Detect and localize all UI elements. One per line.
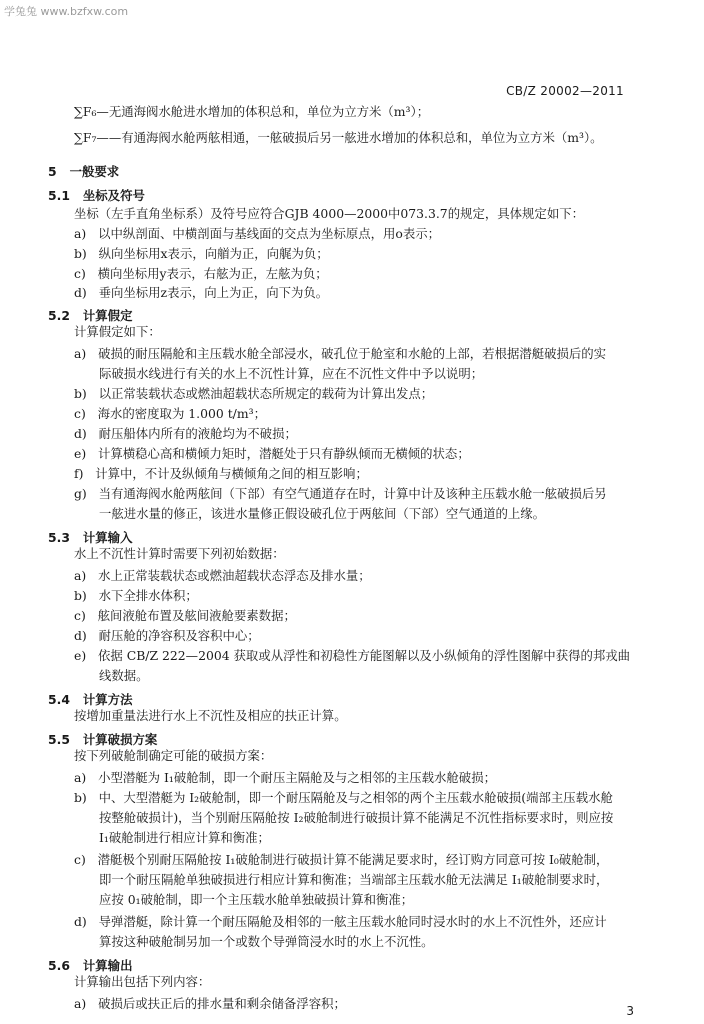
- list-item-continuation: 即一个耐压隔舱单独破损进行相应计算和衡准；当端部主压载水舱无法满足 I₁破舱制要求时，: [99, 872, 609, 887]
- section-5-6-heading: [48, 956, 132, 974]
- section-number: 5.5: [48, 732, 70, 747]
- section-title: 计算假定: [82, 308, 133, 323]
- list-item: [74, 852, 608, 868]
- section-number: 5: [48, 164, 57, 179]
- list-item: [74, 406, 266, 422]
- list-item-continuation: 按整舱破损计)，当个别耐压隔舱按 I₂破舱制进行破损计算不能满足不沉性指标要求时，则应按: [99, 810, 614, 825]
- section-5-5-heading: [48, 730, 157, 748]
- list-item: [74, 446, 470, 462]
- definition-text: —无通海阀水舱进水增加的体积总和，单位为立方米（m³）；: [96, 104, 430, 119]
- list-item: [74, 648, 630, 664]
- item-label: b): [74, 790, 87, 805]
- item-label: c): [74, 266, 86, 281]
- item-label: b): [74, 588, 87, 603]
- section-5-4-heading: [48, 690, 132, 708]
- item-label: a): [74, 346, 87, 361]
- section-title: 坐标及符号: [82, 188, 145, 203]
- list-item: [74, 588, 198, 604]
- definition-symbol: ∑F₆: [74, 104, 97, 119]
- item-text: 依据 CB/Z 222—2004 获取或从浮性和初稳性方能图解以及小纵倾角的浮性图解中获得的邦戎曲: [98, 648, 631, 663]
- list-item-continuation: 线数据。: [99, 668, 149, 683]
- item-text: 横向坐标用y表示，右舷为正，左舷为负；: [97, 266, 328, 281]
- section-number: 5.4: [48, 692, 70, 707]
- item-label: d): [74, 285, 87, 300]
- paragraph: 计算假定如下：: [74, 324, 161, 339]
- item-text: 垂向坐标用z表示，向上为正，向下为负。: [98, 285, 329, 300]
- item-text: 水下全排水体积；: [98, 588, 198, 603]
- list-item: [74, 285, 328, 301]
- list-item-continuation: 一舷进水量的修正，该进水量修正假设破孔位于两舷间（下部）空气通道的上缘。: [99, 506, 546, 521]
- paragraph: 坐标（左手直角坐标系）及符号应符合GJB 4000—2000中073.3.7的规定，具体规定如下：: [74, 206, 584, 221]
- paragraph: 按增加重量法进行水上不沉性及相应的扶正计算。: [74, 708, 347, 723]
- list-item: [74, 568, 371, 584]
- list-item: [74, 628, 260, 644]
- definition-f7: [74, 130, 603, 146]
- section-title: 一般要求: [69, 164, 120, 179]
- section-title: 计算方法: [82, 692, 133, 707]
- document-number: CB/Z 20002—2011: [506, 84, 624, 98]
- section-5-3-heading: [48, 528, 132, 546]
- item-text: 破损的耐压隔舱和主压载水舱全部浸水，破孔位于舱室和水舱的上部，若根据潜艇破损后的实: [98, 346, 607, 361]
- section-5-heading: [48, 162, 119, 180]
- item-text: 纵向坐标用x表示，向艏为正，向艉为负；: [98, 246, 329, 261]
- list-item: [74, 466, 368, 482]
- item-label: b): [74, 246, 87, 261]
- section-number: 5.1: [48, 188, 70, 203]
- section-5-1-heading: [48, 186, 145, 204]
- item-text: 以正常装载状态或燃油超载状态所规定的载荷为计算出发点；: [98, 386, 434, 401]
- item-text: 小型潜艇为 I₁破舱制，即一个耐压主隔舱及与之相邻的主压载水舱破损；: [98, 770, 496, 785]
- item-text: 导弹潜艇，除计算一个耐压隔舱及相邻的一舷主压载水舱同时浸水时的水上不沉性外，还应计: [98, 914, 607, 929]
- list-item: [74, 386, 433, 402]
- item-text: 舷间液舱布置及舷间液舱要素数据；: [97, 608, 296, 623]
- section-number: 5.6: [48, 958, 70, 973]
- page-number: 3: [626, 1004, 634, 1018]
- paragraph: 水上不沉性计算时需要下列初始数据：: [74, 546, 285, 561]
- list-item: [74, 346, 606, 362]
- section-title: 计算破损方案: [82, 732, 158, 747]
- definition-f6: [74, 104, 429, 120]
- list-item: [74, 608, 296, 624]
- item-label: a): [74, 770, 87, 785]
- definition-text: ——有通海阀水舱两舷相通，一舷破损后另一舷进水增加的体积总和，单位为立方米（m³）。: [96, 130, 603, 145]
- list-item-continuation: I₁破舱制进行相应计算和衡准；: [99, 830, 270, 845]
- section-title: 计算输出: [82, 958, 133, 973]
- item-label: g): [74, 486, 87, 501]
- item-text: 潜艇极个别耐压隔舱按 I₁破舱制进行破损计算不能满足要求时，经订购方同意可按 I₀破舱制，: [97, 852, 609, 867]
- item-text: 耐压船体内所有的液舱均为不破损；: [98, 426, 297, 441]
- section-5-2-heading: [48, 306, 132, 324]
- item-text: 计算中，不计及纵倾角与横倾角之间的相互影响；: [95, 466, 368, 481]
- item-text: 海水的密度取为 1.000 t/m³；: [97, 406, 266, 421]
- definition-symbol: ∑F₇: [74, 130, 97, 145]
- watermark: 学兔兔 www.bzfxw.com: [4, 5, 129, 18]
- list-item: [74, 246, 329, 262]
- item-label: d): [74, 426, 87, 441]
- item-label: a): [74, 568, 87, 583]
- section-number: 5.2: [48, 308, 70, 323]
- list-item-continuation: 算按这种破舱制另加一个或数个导弹筒浸水时的水上不沉性。: [99, 934, 434, 949]
- item-label: e): [74, 648, 87, 663]
- item-label: f): [74, 466, 84, 481]
- item-text: 当有通海阀水舱两舷间（下部）有空气通道存在时，计算中计及该种主压载水舱一舷破损后另: [98, 486, 607, 501]
- item-text: 中、大型潜艇为 I₂破舱制，即一个耐压隔舱及与之相邻的两个主压载水舱破损(端部主压载水舱: [98, 790, 613, 805]
- list-item: [74, 426, 297, 442]
- item-label: b): [74, 386, 87, 401]
- list-item: [74, 914, 607, 930]
- item-text: 破损后或扶正后的排水量和剩余储备浮容积；: [98, 996, 346, 1011]
- list-item-continuation: 应按 0₁破舱制，即一个主压载水舱单独破损计算和衡准；: [99, 892, 414, 907]
- item-label: a): [74, 226, 87, 241]
- item-text: 水上正常装载状态或燃油超载状态浮态及排水量；: [98, 568, 371, 583]
- list-item: [74, 486, 607, 502]
- item-label: c): [74, 406, 86, 421]
- paragraph: 计算输出包括下列内容：: [74, 974, 211, 989]
- item-label: c): [74, 852, 86, 867]
- item-label: e): [74, 446, 87, 461]
- item-label: c): [74, 608, 86, 623]
- item-text: 耐压舱的净容积及容积中心；: [98, 628, 260, 643]
- list-item: [74, 790, 613, 806]
- item-label: d): [74, 914, 87, 929]
- list-item: [74, 770, 496, 786]
- section-number: 5.3: [48, 530, 70, 545]
- item-label: d): [74, 628, 87, 643]
- list-item: [74, 266, 328, 282]
- paragraph: 按下列破舱制确定可能的破损方案：: [74, 748, 273, 763]
- section-title: 计算输入: [82, 530, 133, 545]
- item-text: 计算横稳心高和横倾力矩时，潜艇处于只有静纵倾而无横倾的状态；: [98, 446, 470, 461]
- list-item: [74, 996, 346, 1012]
- list-item: [74, 226, 440, 242]
- list-item-continuation: 际破损水线进行有关的水上不沉性计算，应在不沉性文件中予以说明；: [99, 366, 484, 381]
- item-label: a): [74, 996, 87, 1011]
- item-text: 以中纵剖面、中横剖面与基线面的交点为坐标原点，用o表示；: [98, 226, 441, 241]
